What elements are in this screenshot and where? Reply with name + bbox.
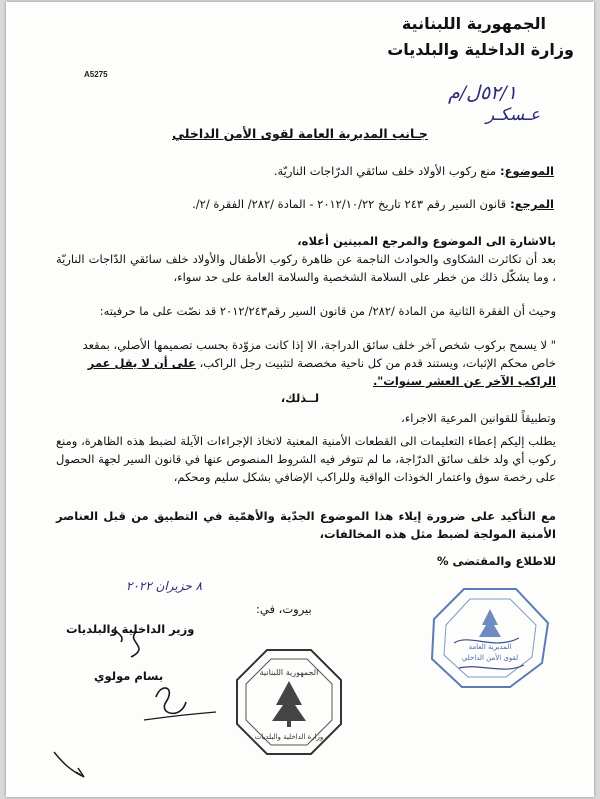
therefore-line: لــذلك،: [280, 391, 320, 405]
header-ministry: وزارة الداخلية والبلديات: [387, 40, 574, 59]
subject-line: الموضوع: منع ركوب الأولاد خلف سائقي الدرّاجات الناريّة.: [273, 164, 554, 178]
closing-line: للاطلاع والمقتضى %: [436, 554, 556, 568]
quote-main: " لا يسمح بركوب شخص آخر خلف سائق الدراجة، الا إذا كانت مزوّدة بحسب تصميمها الأصلي، بمقعد خاص محكم الإثبات، ويستند قدم من كل ناحية مخصصة لتثبيت رجل الراكب،: [82, 338, 556, 370]
signature-place: بيروت، في:: [256, 602, 312, 616]
paragraph-article: وحيث أن الفقرة الثانية من المادة /٢٨٢/ من قانون السير رقم٢٠١٢/٢٤٣ قد نصّت على ما حرفيته:: [99, 304, 556, 318]
ministry-stamp: [234, 647, 344, 757]
signature-title: وزير الداخلية والبلديات: [66, 622, 195, 636]
isf-stamp-line1: المديرية العامة: [468, 643, 512, 651]
signature-scribble: [106, 602, 226, 742]
handwritten-date: ٨ حزيران ٢٠٢٢: [126, 579, 203, 593]
paragraph-complaints: بعد أن تكاثرت الشكاوى والحوادث الناجمة عن ظاهرة ركوب الأطفال والأولاد خلف سائقي الدّاجات الناريّة ، وما يشكّل ذلك من خطر على السلامة الشخصية والسلامة العامة على حد سواء،: [56, 252, 556, 284]
ministry-stamp-bottom: وزارة الداخلية والبلديات: [254, 733, 324, 741]
reference-code: A5275: [84, 70, 108, 79]
emphasis-paragraph: مع التأكيد على ضرورة إيلاء هذا الموضوع الجدّية والأهمّية في التطبيق من قبل العناصر الأمنية المولجة لضبط مثل هذه المخالفات،: [56, 509, 556, 541]
handwritten-note-line2: عـسكـر: [486, 105, 541, 125]
subject-label: الموضوع: [504, 164, 554, 178]
header-republic: الجمهورية اللبنانية: [401, 14, 546, 33]
addressee-heading: جـانب المديرية العامة لقوى الأمن الداخلي: [172, 126, 428, 141]
quote-bold: على أن لا يقل عمر الراكب الآخر عن العشر سنوات".: [87, 356, 556, 388]
intro-paragraph: بالاشارة الى الموضوع والمرجع المبينين أعلاه،: [297, 234, 556, 248]
reference-label: المرجع: [514, 197, 554, 211]
request-paragraph: يطلب إليكم إعطاء التعليمات الى القطعات الأمنية المعنية لاتخاذ الإجراءات الآيلة لضبط هذه الظاهرة، ومنع ركوب أي ولد خلف سائق الدرّاجة، ما لم تتوفر فيه الشروط المنصوص عنها في قانون السير لجهة الحصول على رخصة سوق واعتمار الخوذات الواقية وللراكب الإضافي بشكل سليم ومحكم،: [56, 434, 556, 484]
handwritten-note-line1: ٥٢/١ل/م: [448, 82, 518, 104]
reference-line: المرجع: قانون السير رقم ٢٤٣ تاريخ ٢٠١٢/١٠/٢٢ - المادة /٢٨٢/ الفقرة /٢/.: [192, 197, 554, 211]
margin-mark: [50, 742, 90, 782]
subject-text: منع ركوب الأولاد خلف سائقي الدرّاجات الناريّة.: [273, 164, 497, 178]
ministry-stamp-top: الجمهورية اللبنانية: [259, 668, 319, 677]
signature-name: بسام مولوي: [94, 669, 164, 683]
isf-stamp-line2: لقوى الأمن الداخلي: [461, 654, 519, 662]
reference-text: قانون السير رقم ٢٤٣ تاريخ ٢٠١٢/١٠/٢٢ - المادة /٢٨٢/ الفقرة /٢/.: [192, 197, 507, 211]
quote-article: [56, 336, 556, 390]
document-page: [6, 2, 594, 797]
isf-stamp: [424, 583, 554, 693]
applying-line: وتطبيقاً للقوانين المرعية الاجراء،: [401, 411, 556, 425]
